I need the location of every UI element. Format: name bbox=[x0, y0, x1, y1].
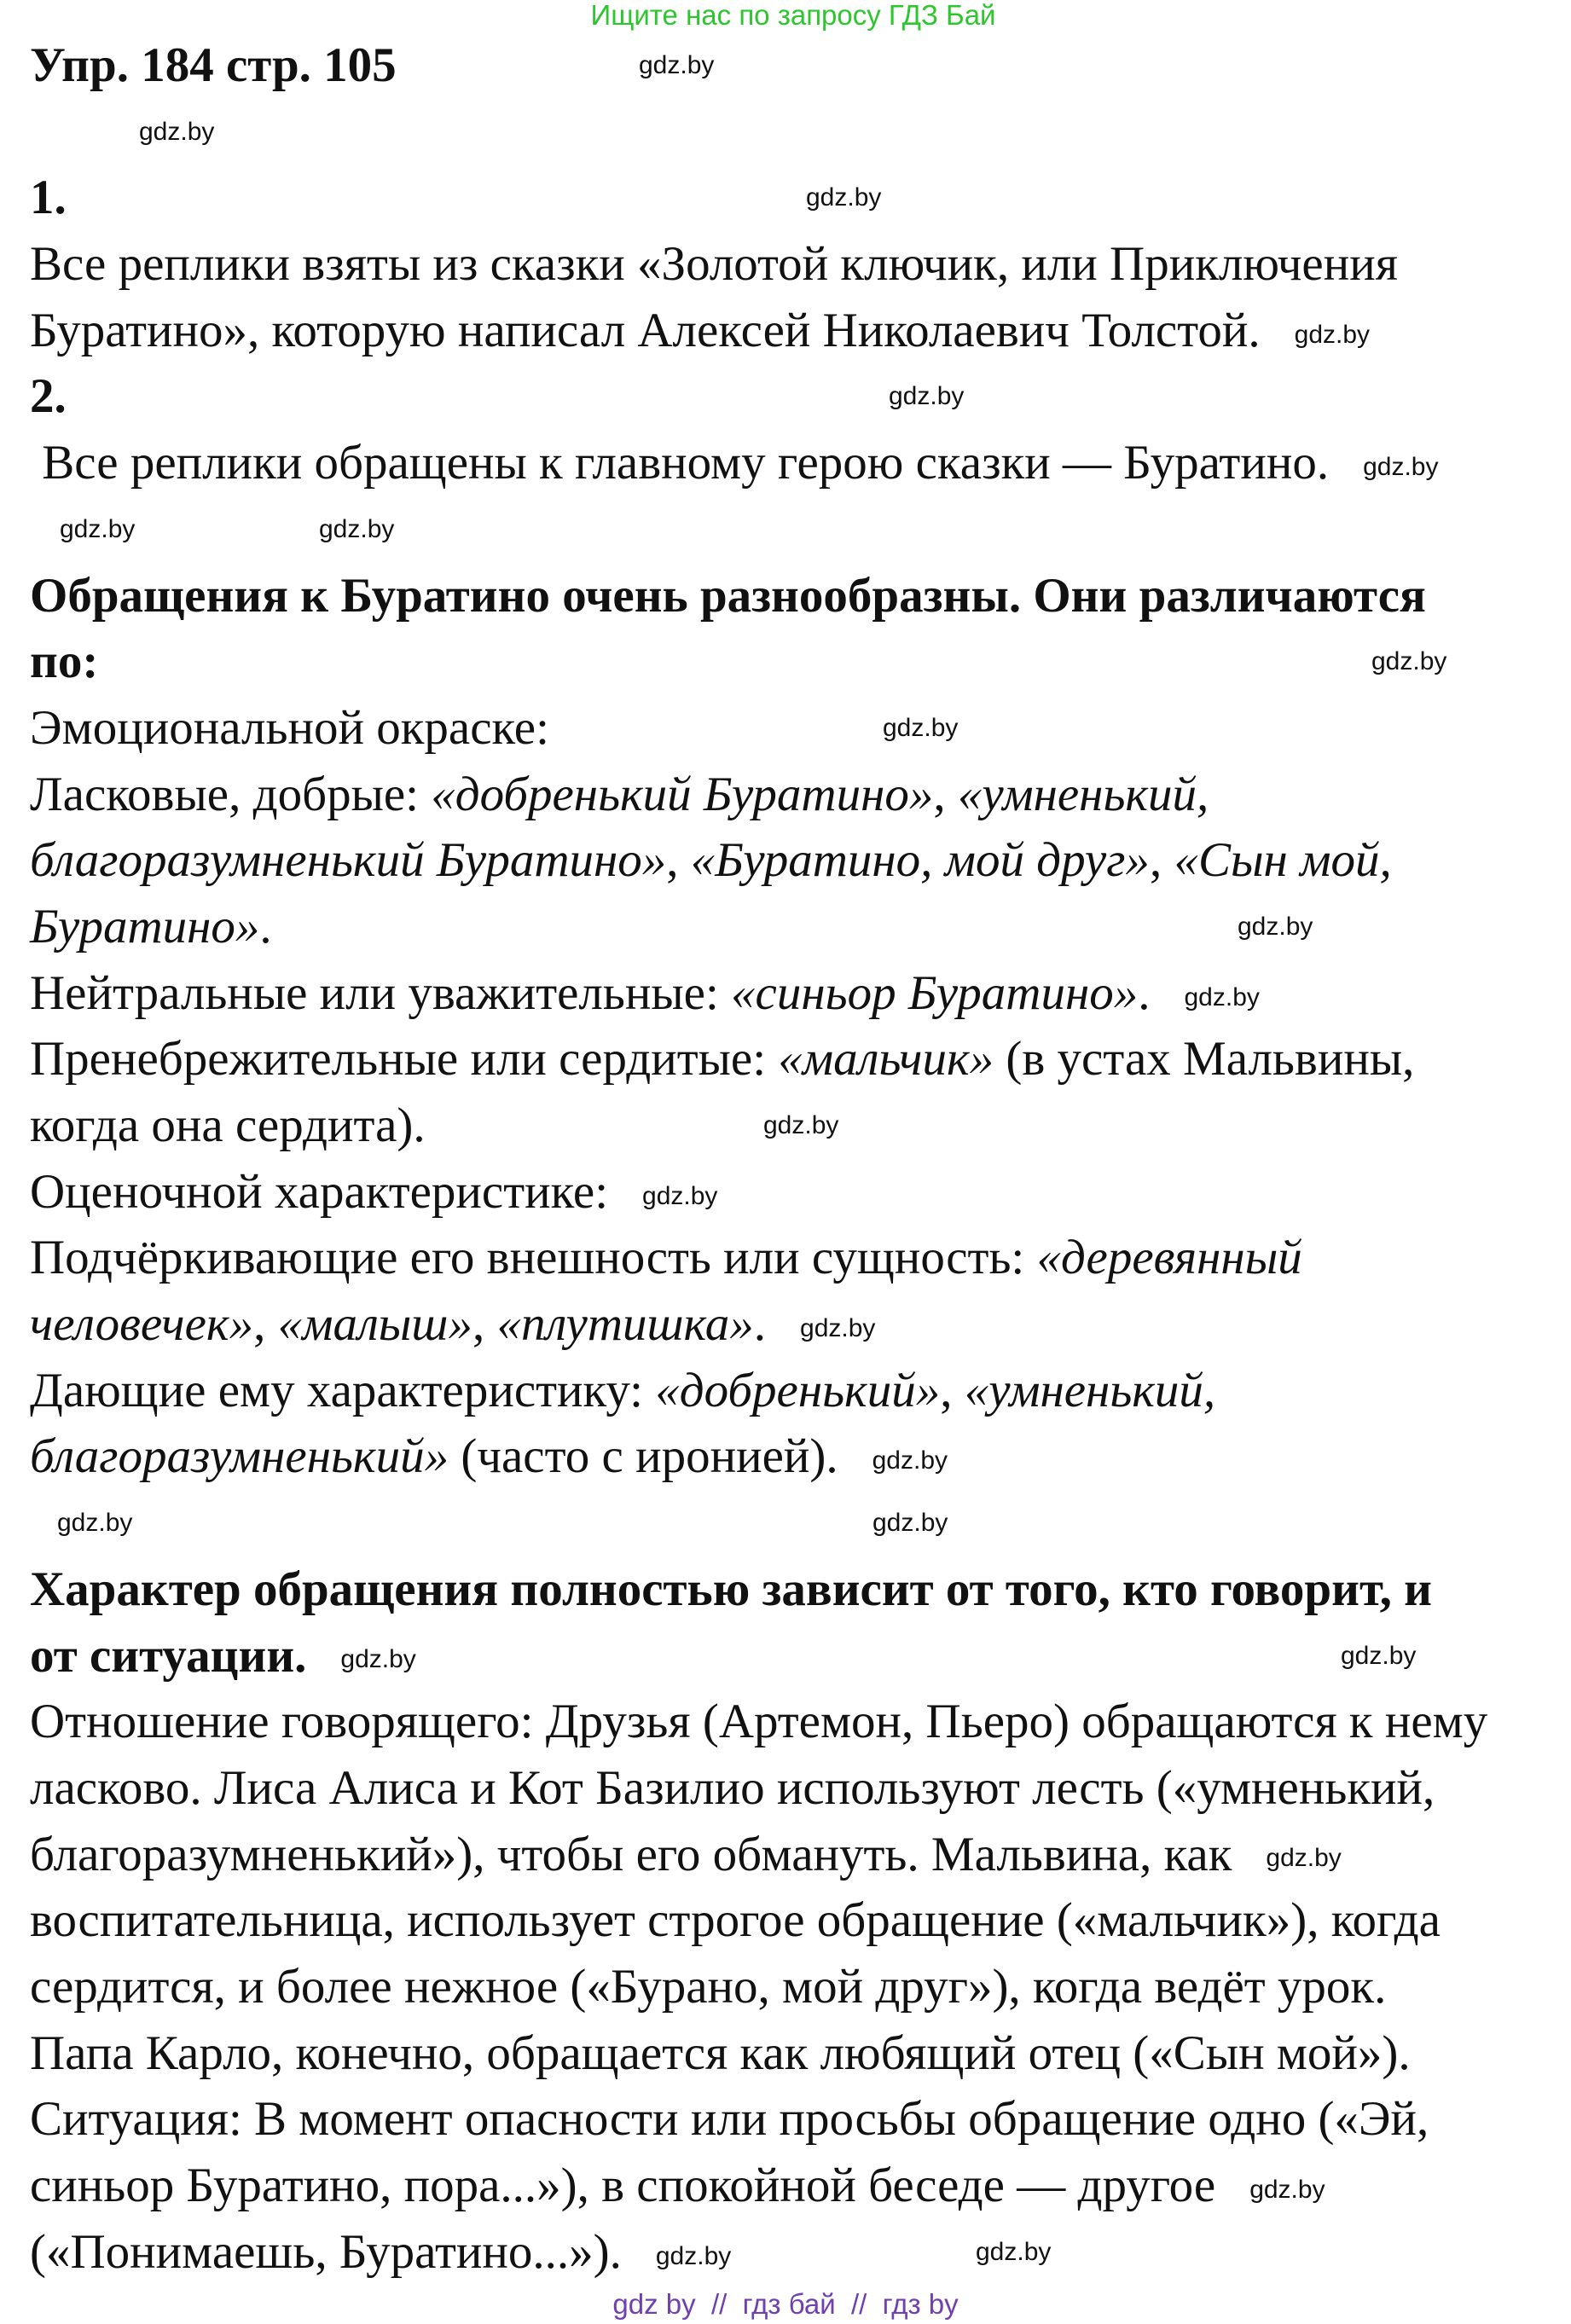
section-number-1: 1. bbox=[30, 171, 67, 225]
paragraph-line bbox=[30, 1291, 1487, 1358]
watermark: gdz.by bbox=[319, 514, 395, 543]
paragraph-line bbox=[30, 1026, 1487, 1092]
watermark: gdz.by bbox=[1238, 912, 1313, 941]
paragraph-line bbox=[30, 2219, 1487, 2286]
text: Подчёркивающие его внешность или сущность: bbox=[30, 1231, 1037, 1285]
footer-links: gdz by // гдз бай // гдз by bbox=[612, 2288, 959, 2320]
watermark: gdz.by bbox=[57, 1509, 133, 1538]
text: , bbox=[933, 767, 958, 821]
section-heading-line bbox=[30, 629, 1487, 695]
watermark: gdz.by bbox=[800, 1313, 876, 1342]
watermark: gdz.by bbox=[763, 1111, 839, 1139]
quote: благоразумненький Буратино» bbox=[30, 833, 667, 888]
quote: «малыш» bbox=[277, 1297, 472, 1352]
section-1-line bbox=[30, 165, 1487, 231]
section-heading: Характер обращения полностью зависит от того, кто говорит, и bbox=[30, 1562, 1433, 1616]
section-heading-line bbox=[30, 1623, 1487, 1689]
watermark: gdz.by bbox=[1184, 982, 1260, 1011]
text: Дающие ему характеристику: bbox=[30, 1363, 656, 1417]
paragraph-line bbox=[30, 695, 1487, 762]
paragraph-line bbox=[30, 1358, 1487, 1424]
text: когда она сердита). bbox=[30, 1098, 426, 1152]
text: . bbox=[1138, 965, 1151, 1020]
paragraph-line bbox=[30, 762, 1487, 828]
paragraph-line bbox=[30, 430, 1487, 496]
text: Ласковые, добрые: bbox=[30, 767, 432, 821]
watermark: gdz.by bbox=[1294, 320, 1371, 349]
watermark: gdz.by bbox=[1363, 453, 1439, 482]
watermark: gdz.by bbox=[642, 1181, 718, 1210]
watermark: gdz.by bbox=[340, 1645, 416, 1674]
watermark: gdz.by bbox=[1266, 1844, 1342, 1873]
paragraph-line: ласково. Лиса Алиса и Кот Базилио используют лесть («умненький, bbox=[30, 1760, 1435, 1815]
quote: «плутишка» bbox=[496, 1297, 754, 1352]
watermark: gdz.by bbox=[139, 117, 215, 146]
text: Нейтральные или уважительные: bbox=[30, 965, 732, 1020]
text: Пренебрежительные или сердитые: bbox=[30, 1032, 779, 1087]
spacer bbox=[30, 496, 1487, 563]
text: , bbox=[472, 1297, 497, 1352]
quote: «добренький Буратино» bbox=[431, 767, 934, 821]
text: Оценочной характеристике: bbox=[30, 1164, 609, 1219]
paragraph-line bbox=[30, 960, 1487, 1027]
spacer bbox=[30, 1490, 1487, 1556]
paragraph-line bbox=[30, 2153, 1487, 2219]
paragraph-line: сердится, и более нежное («Бурано, мой друг»), когда ведёт урок. bbox=[30, 1959, 1387, 2014]
quote: «синьор Буратино» bbox=[731, 965, 1139, 1020]
paragraph-line bbox=[30, 894, 1487, 960]
spacer bbox=[30, 99, 1487, 165]
document-body bbox=[30, 32, 1487, 2285]
watermark: gdz.by bbox=[60, 514, 136, 543]
watermark: gdz.by bbox=[883, 713, 959, 742]
watermark: gdz.by bbox=[1341, 1641, 1417, 1670]
section-number-2: 2. bbox=[30, 369, 67, 424]
section-heading: Обращения к Буратино очень разнообразны. Они различаются bbox=[30, 568, 1426, 623]
title-line bbox=[30, 32, 1487, 99]
paragraph-line: воспитательница, использует строгое обращение («мальчик»), когда bbox=[30, 1893, 1441, 1948]
text: Буратино», которую написал Алексей Николаевич Толстой. bbox=[30, 303, 1261, 357]
quote: «мальчик» bbox=[778, 1032, 994, 1087]
text: , bbox=[940, 1363, 965, 1417]
section-2-line bbox=[30, 363, 1487, 430]
text: , bbox=[1149, 833, 1174, 888]
watermark: gdz.by bbox=[889, 382, 965, 411]
text: благоразумненький»), чтобы его обмануть. Мальвина, как bbox=[30, 1827, 1232, 1881]
text: Все реплики обращены к главному герою сказки — Буратино. bbox=[30, 436, 1330, 490]
quote: человечек» bbox=[30, 1297, 254, 1352]
quote: «Сын мой, bbox=[1174, 833, 1392, 888]
text: (в устах Мальвины, bbox=[994, 1032, 1415, 1087]
search-hint-banner: Ищите нас по запросу ГДЗ Бай bbox=[590, 0, 996, 31]
quote: «умненький, bbox=[957, 767, 1209, 821]
paragraph-line bbox=[30, 1423, 1487, 1490]
text: , bbox=[253, 1297, 278, 1352]
text: (часто с иронией). bbox=[449, 1429, 838, 1484]
paragraph-line bbox=[30, 1822, 1487, 1888]
watermark: gdz.by bbox=[806, 183, 882, 212]
watermark: gdz.by bbox=[872, 1509, 948, 1538]
page-title: Упр. 184 стр. 105 bbox=[30, 38, 397, 92]
paragraph-line bbox=[30, 1159, 1487, 1226]
paragraph-line bbox=[30, 1225, 1487, 1291]
watermark: gdz.by bbox=[872, 1446, 948, 1475]
quote: благоразумненький» bbox=[30, 1429, 449, 1484]
section-heading: от ситуации. bbox=[30, 1628, 307, 1683]
paragraph-line: Ситуация: В момент опасности или просьбы обращение одно («Эй, bbox=[30, 2092, 1429, 2147]
quote: «умненький, bbox=[964, 1363, 1216, 1417]
text: . bbox=[259, 899, 272, 953]
watermark: gdz.by bbox=[1371, 647, 1447, 676]
watermark: gdz.by bbox=[1249, 2175, 1325, 2204]
paragraph-line bbox=[30, 298, 1487, 364]
text: Эмоциональной окраске: bbox=[30, 700, 549, 755]
text: синьор Буратино, пора...»), в спокойной беседе — другое bbox=[30, 2159, 1216, 2212]
quote: «деревянный bbox=[1036, 1231, 1302, 1285]
text: . bbox=[753, 1297, 767, 1352]
section-heading: по: bbox=[30, 635, 99, 689]
watermark: gdz.by bbox=[976, 2237, 1052, 2266]
watermark: gdz.by bbox=[639, 51, 715, 79]
paragraph-line: Отношение говорящего: Друзья (Артемон, Пьеро) обращаются к нему bbox=[30, 1695, 1488, 1749]
quote: Буратино» bbox=[30, 899, 260, 953]
text: , bbox=[666, 833, 691, 888]
text: («Понимаешь, Буратино...»). bbox=[30, 2224, 622, 2279]
quote: «добренький» bbox=[655, 1363, 941, 1417]
paragraph-line bbox=[30, 827, 1487, 894]
paragraph-line: Все реплики взяты из сказки «Золотой ключик, или Приключения bbox=[30, 237, 1398, 292]
quote: «Буратино, мой друг» bbox=[690, 833, 1150, 888]
paragraph-line bbox=[30, 1092, 1487, 1159]
paragraph-line: Папа Карло, конечно, обращается как любящий отец («Сын мой»). bbox=[30, 2026, 1411, 2080]
watermark: gdz.by bbox=[655, 2241, 732, 2270]
